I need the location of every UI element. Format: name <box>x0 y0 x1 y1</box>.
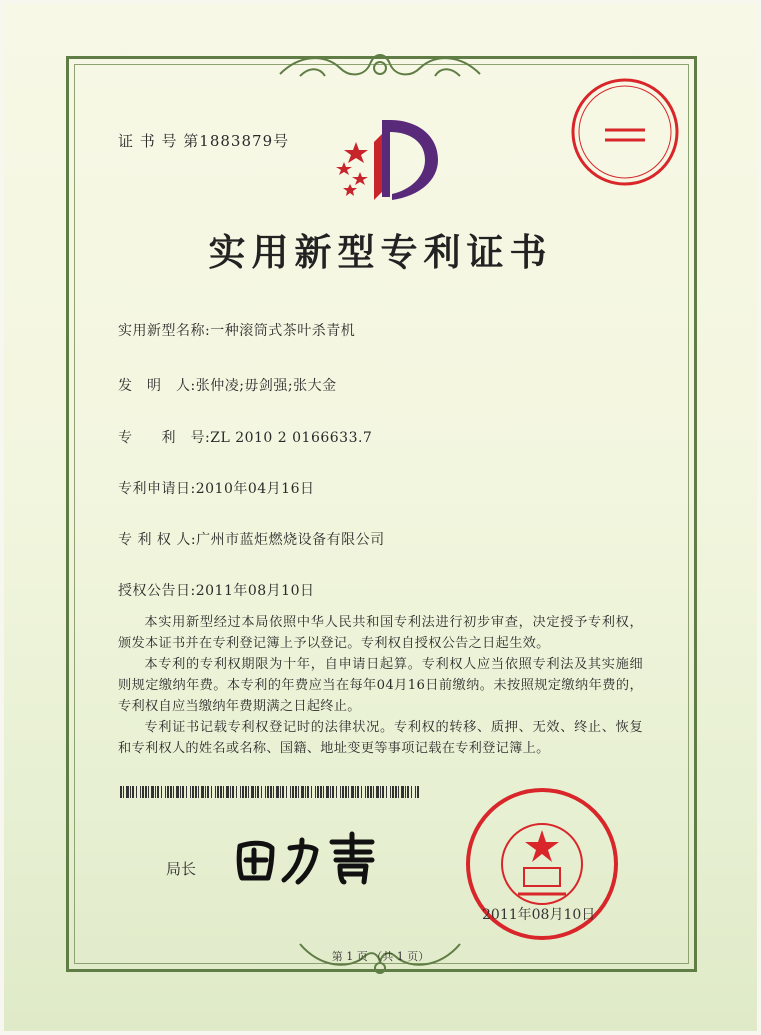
field-utility-model-name <box>118 320 355 340</box>
field-label: 发 明 人: <box>118 378 196 394</box>
paragraph-term: 本专利的专利权期限为十年，自申请日起算。专利权人应当依照专利法及其实施细则规定缴纳年费。本专利的年费应当在每年04月16日前缴纳。未按照规定缴纳年费的，专利权自应当缴纳年费期满之日起终止。 <box>118 657 643 714</box>
field-patent-number <box>118 427 372 447</box>
barcode-icon <box>120 786 420 798</box>
field-label: 实用新型名称: <box>118 323 211 339</box>
paragraph-legal-status: 专利证书记载专利权登记时的法律状况。专利权的转移、质押、无效、终止、恢复和专利权人的姓名或名称、国籍、地址变更等事项记载在专利登记簿上。 <box>118 720 643 756</box>
field-patentee <box>118 529 385 549</box>
sipo-logo-icon <box>330 112 450 202</box>
field-value: 2011年08月10日 <box>195 583 315 599</box>
top-ornament-icon <box>270 46 490 88</box>
certificate-title: 实用新型专利证书 <box>208 230 553 274</box>
field-value: 2010年04月16日 <box>195 481 315 497</box>
paragraph-grant: 本实用新型经过本局依照中华人民共和国专利法进行初步审查，决定授予专利权，颁发本证书并在专利登记簿上予以登记。专利权自授权公告之日起生效。 <box>118 615 643 651</box>
seal-date: 2011年08月10日 <box>482 907 596 923</box>
field-value: 广州市蓝炬燃烧设备有限公司 <box>196 532 385 548</box>
field-label: 授权公告日: <box>118 583 196 599</box>
certificate-number: 证 书 号 第1883879号 <box>118 132 290 150</box>
field-inventors <box>118 375 337 395</box>
page-number: 第 1 页 （共 1 页） <box>331 950 430 963</box>
field-label: 专利申请日: <box>118 481 196 497</box>
field-label: 专 利 号: <box>118 430 211 446</box>
field-label: 专 利 权 人: <box>118 532 197 548</box>
field-value: 一种滚筒式茶叶杀青机 <box>210 323 356 339</box>
director-signature-icon <box>232 826 382 886</box>
tax-stamp-seal-icon <box>565 72 685 192</box>
body-text <box>118 612 643 759</box>
field-grant-date <box>118 580 314 600</box>
field-value: 张仲凌;毋剑强;张大金 <box>195 378 337 394</box>
field-value: ZL 2010 2 0166633.7 <box>210 430 373 446</box>
director-label: 局长 <box>166 860 197 878</box>
field-filing-date <box>118 478 314 498</box>
